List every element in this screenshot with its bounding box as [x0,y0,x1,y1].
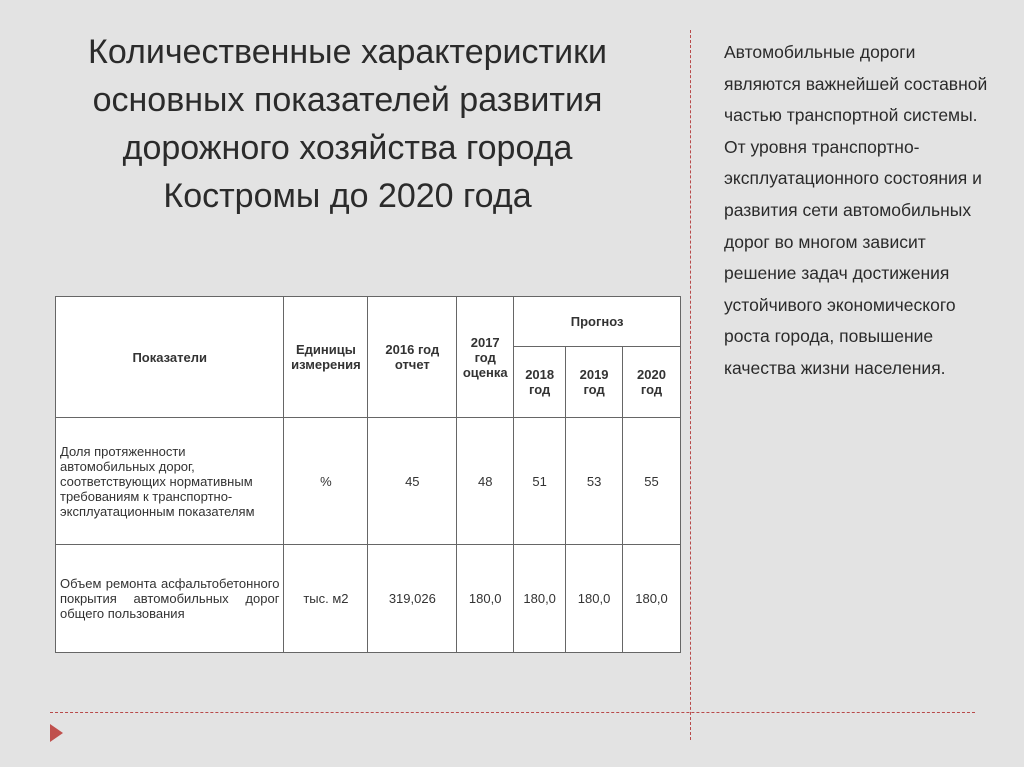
row-2018: 51 [514,418,566,544]
header-2018: 2018 год [514,347,566,418]
row-unit: % [284,418,368,544]
header-2017: 2017 год оценка [457,297,514,418]
header-forecast: Прогноз [514,297,681,347]
table-row [56,418,681,544]
header-2020: 2020 год [623,347,681,418]
vertical-divider [690,30,691,740]
header-2019: 2019 год [566,347,623,418]
side-description: Автомобильные дороги являются важнейшей составной частью транспортной системы. От уровня транспортно-эксплуатационного состояния и развития сети автомобильных дорог во многом зависит решение задач достижения устойчивого экономического роста города, повышение качества жизни населения. [724,42,988,378]
row-2017: 48 [457,418,514,544]
row-indicator: Объем ремонта асфальтобетонного покрытия автомобильных дорог общего пользования [56,544,284,652]
horizontal-divider [50,712,975,713]
row-2016: 319,026 [368,544,457,652]
row-indicator: Доля протяженности автомобильных дорог, соответствующих нормативным требованиям к транспортно-эксплуатационным показателям [56,418,284,544]
header-indicator: Показатели [56,297,284,418]
header-unit: Единицы измерения [284,297,368,418]
slide-title: Количественные характеристики основных показателей развития дорожного хозяйства города Костромы до 2020 года [88,33,607,215]
row-2020: 180,0 [623,544,681,652]
header-2016: 2016 год отчет [368,297,457,418]
table-row [56,544,681,652]
row-2016: 45 [368,418,457,544]
row-2017: 180,0 [457,544,514,652]
row-2019: 53 [566,418,623,544]
row-unit: тыс. м2 [284,544,368,652]
play-arrow-icon[interactable] [50,724,63,742]
indicators-table [55,296,681,653]
row-2020: 55 [623,418,681,544]
row-2019: 180,0 [566,544,623,652]
row-2018: 180,0 [514,544,566,652]
